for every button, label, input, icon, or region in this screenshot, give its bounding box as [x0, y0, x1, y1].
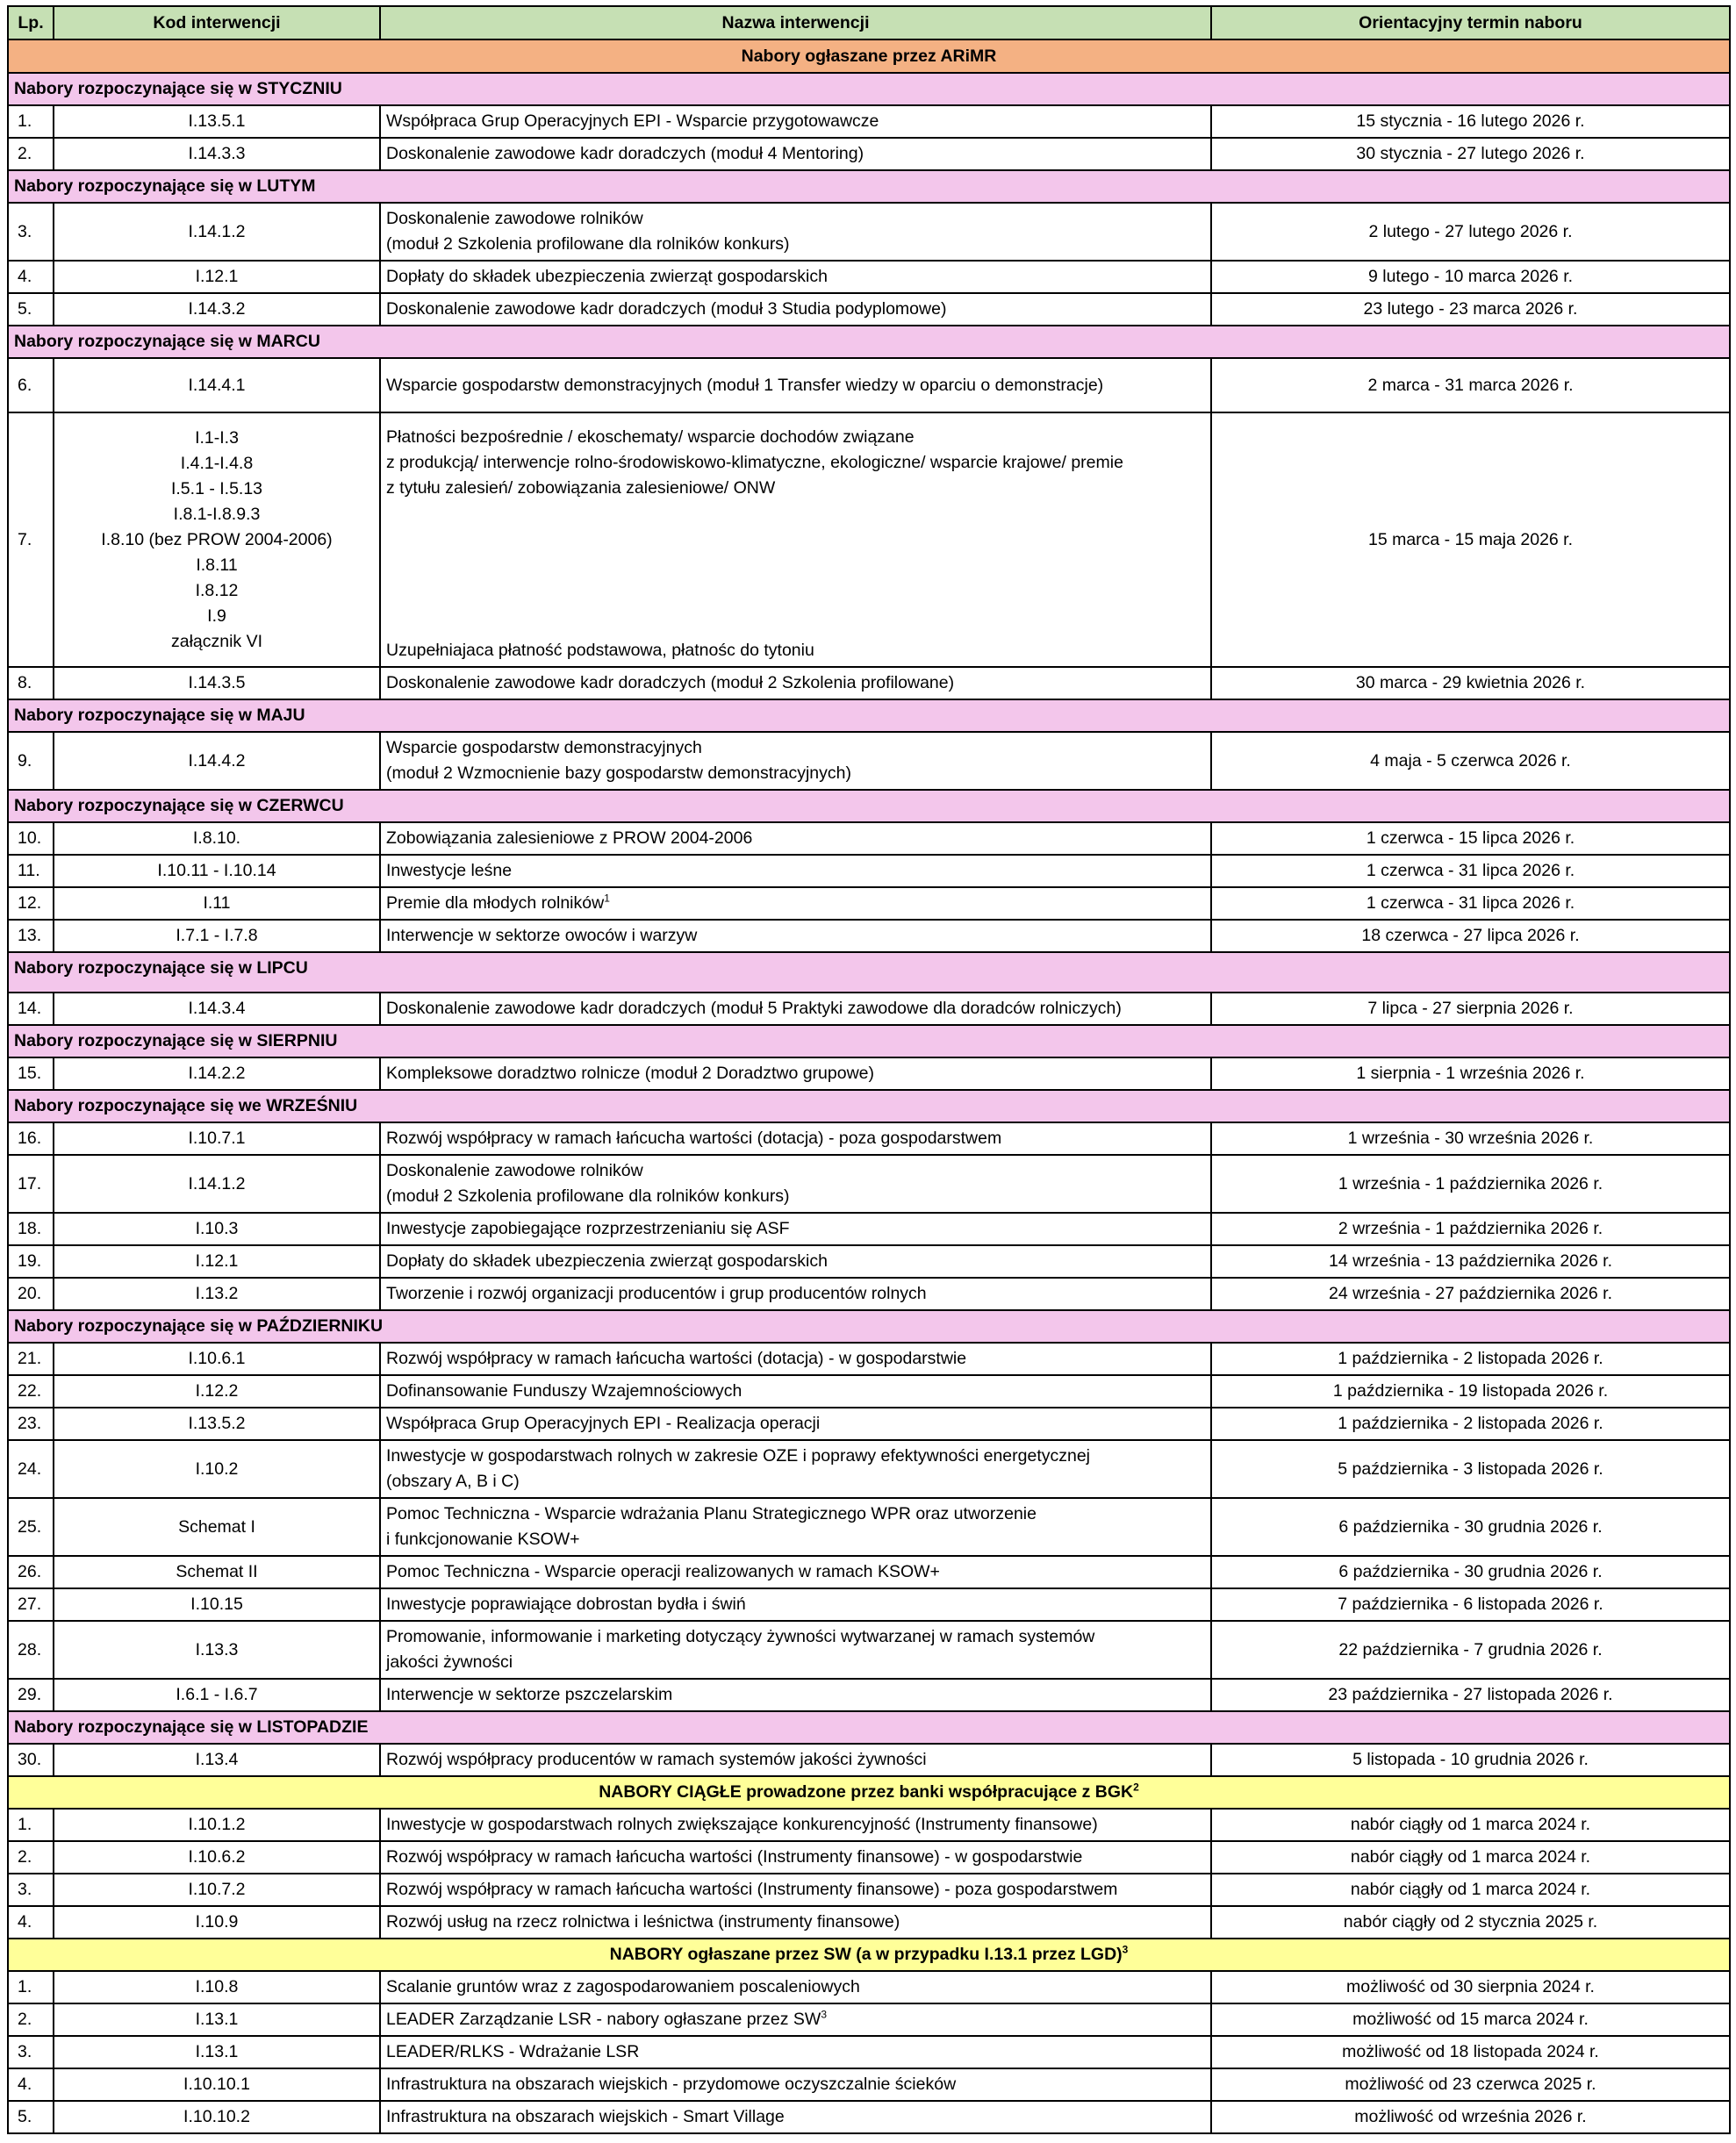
row-term: 1 października - 19 listopada 2026 r.: [1211, 1375, 1730, 1408]
row-name: Inwestycje zapobiegające rozprzestrzenianiu się ASF: [380, 1213, 1211, 1245]
month-title: Nabory rozpoczynające się we WRZEŚNIU: [8, 1090, 1730, 1122]
table-row: [8, 1057, 1730, 1090]
row-code: I.14.3.5: [54, 667, 380, 699]
row-code: I.13.5.1: [54, 105, 380, 138]
row-name-line: z tytułu zalesień/ zobowiązania zalesieniowe/ ONW: [386, 478, 776, 498]
row-code: I.6.1 - I.6.7: [54, 1679, 380, 1711]
row-code-line: I.8.12: [195, 580, 239, 600]
row-term: 6 października - 30 grudnia 2026 r.: [1211, 1498, 1730, 1556]
row-code: I.13.3: [54, 1621, 380, 1679]
row-code: I.13.5.2: [54, 1408, 380, 1440]
row-code: I.7.1 - I.7.8: [54, 920, 380, 952]
header-term: Orientacyjny termin naboru: [1211, 6, 1730, 39]
row-lp: 14.: [8, 993, 54, 1025]
row-code-line: I.8.10 (bez PROW 2004-2006): [101, 529, 333, 549]
row-lp: 24.: [8, 1440, 54, 1498]
table-row: [8, 855, 1730, 887]
row-name-top: [386, 425, 1205, 501]
row-term: możliwość od 23 czerwca 2025 r.: [1211, 2068, 1730, 2101]
table-row: [8, 1906, 1730, 1939]
row-name-line: Wsparcie gospodarstw demonstracyjnych: [386, 738, 702, 757]
row-name: Infrastruktura na obszarach wiejskich - Smart Village: [380, 2101, 1211, 2133]
row-name-line: Promowanie, informowanie i marketing dotyczący żywności wytwarzanej w ramach systemów: [386, 1627, 1095, 1646]
month-title: Nabory rozpoczynające się w MARCU: [8, 326, 1730, 358]
row-name: LEADER/RLKS - Wdrażanie LSR: [380, 2036, 1211, 2068]
table-row: [8, 1874, 1730, 1906]
row-term: 1 czerwca - 31 lipca 2026 r.: [1211, 855, 1730, 887]
row-lp: 22.: [8, 1375, 54, 1408]
row-code: Schemat II: [54, 1556, 380, 1588]
row-code-line: załącznik VI: [170, 631, 263, 651]
row-term: 7 lipca - 27 sierpnia 2026 r.: [1211, 993, 1730, 1025]
row-lp: 5.: [8, 293, 54, 326]
row-code: I.14.1.2: [54, 203, 380, 261]
table-row: [8, 887, 1730, 920]
table-row: [8, 667, 1730, 699]
table-row: [8, 1809, 1730, 1841]
row-term: możliwość od 18 listopada 2024 r.: [1211, 2036, 1730, 2068]
row-code: I.12.2: [54, 1375, 380, 1408]
row-code-line: I.4.1-I.4.8: [180, 453, 254, 473]
row-term: 15 stycznia - 16 lutego 2026 r.: [1211, 105, 1730, 138]
row-code: I.10.8: [54, 1971, 380, 2003]
row-name-line: Doskonalenie zawodowe rolników: [386, 1161, 643, 1180]
row-code: I.10.3: [54, 1213, 380, 1245]
row-lp: 26.: [8, 1556, 54, 1588]
row-name: Współpraca Grup Operacyjnych EPI - Realizacja operacji: [380, 1408, 1211, 1440]
row-lp: 15.: [8, 1057, 54, 1090]
row-code: I.10.10.2: [54, 2101, 380, 2133]
row-name-line: (moduł 2 Szkolenia profilowane dla rolników konkurs): [386, 1186, 790, 1206]
row-name: [380, 412, 1211, 667]
row-name: Tworzenie i rozwój organizacji producentów i grup producentów rolnych: [380, 1278, 1211, 1310]
row-term: 15 marca - 15 maja 2026 r.: [1211, 412, 1730, 667]
row-name: [380, 732, 1211, 790]
row-code-line: I.9: [207, 606, 226, 626]
row-term: 23 października - 27 listopada 2026 r.: [1211, 1679, 1730, 1711]
row-code: I.10.10.1: [54, 2068, 380, 2101]
row-code: I.10.15: [54, 1588, 380, 1621]
row-code: I.10.6.2: [54, 1841, 380, 1874]
row-code: I.10.7.1: [54, 1122, 380, 1155]
row-code: I.10.11 - I.10.14: [54, 855, 380, 887]
row-term: możliwość od 30 sierpnia 2024 r.: [1211, 1971, 1730, 2003]
row-term: 2 września - 1 października 2026 r.: [1211, 1213, 1730, 1245]
row-code: I.10.2: [54, 1440, 380, 1498]
row-name: Rozwój usług na rzecz rolnictwa i leśnictwa (instrumenty finansowe): [380, 1906, 1211, 1939]
row-code: I.13.1: [54, 2036, 380, 2068]
sw-title: NABORY ogłaszane przez SW (a w przypadku I.13.1 przez LGD): [609, 1945, 1123, 1964]
month-row-sep: [8, 1090, 1730, 1122]
row-name-line: (moduł 2 Wzmocnienie bazy gospodarstw demonstracyjnych): [386, 763, 851, 783]
row-lp: 19.: [8, 1245, 54, 1278]
row-name: Współpraca Grup Operacyjnych EPI - Wsparcie przygotowawcze: [380, 105, 1211, 138]
row-lp: 4.: [8, 261, 54, 293]
row-name: [380, 887, 1211, 920]
table-row: [8, 358, 1730, 412]
row-code: I.14.3.4: [54, 993, 380, 1025]
table-row: [8, 105, 1730, 138]
table-row: [8, 1440, 1730, 1498]
row-code: I.11: [54, 887, 380, 920]
month-row-nov: [8, 1711, 1730, 1744]
row-code-line: I.8.1-I.8.9.3: [173, 504, 261, 524]
row-term: 1 czerwca - 15 lipca 2026 r.: [1211, 822, 1730, 855]
row-lp: 1.: [8, 1809, 54, 1841]
row-code: [54, 412, 380, 667]
table-row: [8, 1498, 1730, 1556]
table-row: [8, 1278, 1730, 1310]
row-lp: 2.: [8, 138, 54, 170]
row-lp: 1.: [8, 1971, 54, 2003]
row-term: 1 września - 1 października 2026 r.: [1211, 1155, 1730, 1213]
table-row: [8, 2003, 1730, 2036]
row-term: 14 września - 13 października 2026 r.: [1211, 1245, 1730, 1278]
table-row: [8, 993, 1730, 1025]
agency-title: Nabory ogłaszane przez ARiMR: [8, 39, 1730, 73]
row-name: [380, 203, 1211, 261]
row-term: 22 października - 7 grudnia 2026 r.: [1211, 1621, 1730, 1679]
row-code: I.14.3.2: [54, 293, 380, 326]
table-row: [8, 1744, 1730, 1776]
table-row: [8, 1408, 1730, 1440]
row-code: I.14.4.2: [54, 732, 380, 790]
row-lp: 6.: [8, 358, 54, 412]
row-code: I.13.1: [54, 2003, 380, 2036]
row-name: Zobowiązania zalesieniowe z PROW 2004-2006: [380, 822, 1211, 855]
header-lp: Lp.: [8, 6, 54, 39]
row-lp: 23.: [8, 1408, 54, 1440]
header-row: [8, 6, 1730, 39]
row-lp: 3.: [8, 1874, 54, 1906]
row-term: możliwość od 15 marca 2024 r.: [1211, 2003, 1730, 2036]
month-title: Nabory rozpoczynające się w STYCZNIU: [8, 73, 1730, 105]
row-code: I.10.9: [54, 1906, 380, 1939]
table-row: [8, 1556, 1730, 1588]
row-term: nabór ciągły od 2 stycznia 2025 r.: [1211, 1906, 1730, 1939]
row-code: I.14.1.2: [54, 1155, 380, 1213]
table-row: [8, 1155, 1730, 1213]
month-row-jul: [8, 952, 1730, 993]
row-name: Rozwój współpracy producentów w ramach systemów jakości żywności: [380, 1744, 1211, 1776]
table-row: [8, 261, 1730, 293]
row-lp: 7.: [8, 412, 54, 667]
row-lp: 18.: [8, 1213, 54, 1245]
row-name-text: Premie dla młodych rolników: [386, 893, 605, 913]
row-lp: 20.: [8, 1278, 54, 1310]
row-name-block: [386, 416, 1205, 663]
row-term: 1 czerwca - 31 lipca 2026 r.: [1211, 887, 1730, 920]
row-code: I.14.2.2: [54, 1057, 380, 1090]
month-title: Nabory rozpoczynające się w LUTYM: [8, 170, 1730, 203]
row-term: 23 lutego - 23 marca 2026 r.: [1211, 293, 1730, 326]
table-row: [8, 1971, 1730, 2003]
row-lp: 30.: [8, 1744, 54, 1776]
month-row-feb: [8, 170, 1730, 203]
bgk-title: NABORY CIĄGŁE prowadzone przez banki współpracujące z BGK: [599, 1782, 1134, 1802]
row-code: I.12.1: [54, 261, 380, 293]
row-name-line: Doskonalenie zawodowe rolników: [386, 209, 643, 228]
row-name: Dopłaty do składek ubezpieczenia zwierząt gospodarskich: [380, 1245, 1211, 1278]
row-term: 9 lutego - 10 marca 2026 r.: [1211, 261, 1730, 293]
row-lp: 16.: [8, 1122, 54, 1155]
row-term: 1 października - 2 listopada 2026 r.: [1211, 1343, 1730, 1375]
row-code: Schemat I: [54, 1498, 380, 1556]
agency-section-row: [8, 39, 1730, 73]
row-lp: 12.: [8, 887, 54, 920]
sw-title-cell: [8, 1939, 1730, 1971]
row-lp: 28.: [8, 1621, 54, 1679]
row-name-line: z produkcją/ interwencje rolno-środowiskowo-klimatyczne, ekologiczne/ wsparcie krajowe/ premie: [386, 453, 1123, 472]
row-name: Inwestycje w gospodarstwach rolnych zwiększające konkurencyjność (Instrumenty finansowe): [380, 1809, 1211, 1841]
row-name: Inwestycje poprawiające dobrostan bydła i świń: [380, 1588, 1211, 1621]
row-term: 7 października - 6 listopada 2026 r.: [1211, 1588, 1730, 1621]
row-term: 1 września - 30 września 2026 r.: [1211, 1122, 1730, 1155]
row-code: I.8.10.: [54, 822, 380, 855]
row-name: Dofinansowanie Funduszy Wzajemnościowych: [380, 1375, 1211, 1408]
row-name: Kompleksowe doradztwo rolnicze (moduł 2 Doradztwo grupowe): [380, 1057, 1211, 1090]
table-row: [8, 1375, 1730, 1408]
month-row-aug: [8, 1025, 1730, 1057]
row-name-line: (moduł 2 Szkolenia profilowane dla rolników konkurs): [386, 234, 790, 254]
row-name: [380, 1155, 1211, 1213]
table-row: [8, 412, 1730, 667]
row-code: I.10.7.2: [54, 1874, 380, 1906]
table-row: [8, 2068, 1730, 2101]
row-code-line: I.1-I.3: [195, 427, 239, 448]
row-term: możliwość od września 2026 r.: [1211, 2101, 1730, 2133]
row-name: Scalanie gruntów wraz z zagospodarowaniem poscaleniowych: [380, 1971, 1211, 2003]
row-term: 5 października - 3 listopada 2026 r.: [1211, 1440, 1730, 1498]
month-row-may: [8, 699, 1730, 732]
row-name: Doskonalenie zawodowe kadr doradczych (moduł 5 Praktyki zawodowe dla doradców rolniczych): [380, 993, 1211, 1025]
row-term: nabór ciągły od 1 marca 2024 r.: [1211, 1809, 1730, 1841]
footnote-mark: 2: [1133, 1781, 1139, 1794]
row-lp: 17.: [8, 1155, 54, 1213]
row-term: nabór ciągły od 1 marca 2024 r.: [1211, 1874, 1730, 1906]
row-term: 24 września - 27 października 2026 r.: [1211, 1278, 1730, 1310]
row-lp: 2.: [8, 2003, 54, 2036]
table-row: [8, 920, 1730, 952]
bgk-title-cell: [8, 1776, 1730, 1809]
header-name: Nazwa interwencji: [380, 6, 1211, 39]
row-name-line: i funkcjonowanie KSOW+: [386, 1530, 580, 1549]
row-name: Rozwój współpracy w ramach łańcucha wartości (dotacja) - w gospodarstwie: [380, 1343, 1211, 1375]
row-name-line: (obszary A, B i C): [386, 1472, 520, 1491]
row-lp: 3.: [8, 203, 54, 261]
table-row: [8, 1841, 1730, 1874]
row-code: I.12.1: [54, 1245, 380, 1278]
bgk-section-row: [8, 1776, 1730, 1809]
row-name: Interwencje w sektorze owoców i warzyw: [380, 920, 1211, 952]
row-name: Pomoc Techniczna - Wsparcie operacji realizowanych w ramach KSOW+: [380, 1556, 1211, 1588]
table-row: [8, 1679, 1730, 1711]
row-name: Doskonalenie zawodowe kadr doradczych (moduł 2 Szkolenia profilowane): [380, 667, 1211, 699]
header-code: Kod interwencji: [54, 6, 380, 39]
row-term: 18 czerwca - 27 lipca 2026 r.: [1211, 920, 1730, 952]
table-row: [8, 1213, 1730, 1245]
row-lp: 13.: [8, 920, 54, 952]
table-row: [8, 1343, 1730, 1375]
footnote-mark: 3: [821, 2008, 827, 2021]
row-lp: 1.: [8, 105, 54, 138]
table-row: [8, 1245, 1730, 1278]
row-lp: 29.: [8, 1679, 54, 1711]
row-name-line: Inwestycje w gospodarstwach rolnych w zakresie OZE i poprawy efektywności energetycznej: [386, 1446, 1091, 1466]
month-title: Nabory rozpoczynające się w LISTOPADZIE: [8, 1711, 1730, 1744]
row-lp: 8.: [8, 667, 54, 699]
table-row: [8, 822, 1730, 855]
table-row: [8, 732, 1730, 790]
month-title: Nabory rozpoczynające się w LIPCU: [8, 952, 1730, 993]
footnote-mark: 3: [1122, 1943, 1129, 1956]
row-name: Dopłaty do składek ubezpieczenia zwierząt gospodarskich: [380, 261, 1211, 293]
row-term: 5 listopada - 10 grudnia 2026 r.: [1211, 1744, 1730, 1776]
row-lp: 10.: [8, 822, 54, 855]
row-code: I.14.4.1: [54, 358, 380, 412]
row-name: Infrastruktura na obszarach wiejskich - przydomowe oczyszczalnie ścieków: [380, 2068, 1211, 2101]
row-term: nabór ciągły od 1 marca 2024 r.: [1211, 1841, 1730, 1874]
row-code: I.10.1.2: [54, 1809, 380, 1841]
table-row: [8, 293, 1730, 326]
footnote-mark: 1: [604, 892, 610, 905]
month-title: Nabory rozpoczynające się w SIERPNIU: [8, 1025, 1730, 1057]
table-row: [8, 1122, 1730, 1155]
row-name: Inwestycje leśne: [380, 855, 1211, 887]
row-code: I.13.2: [54, 1278, 380, 1310]
row-name: Interwencje w sektorze pszczelarskim: [380, 1679, 1211, 1711]
recruitment-schedule-table: [7, 5, 1731, 2134]
row-name-text: LEADER Zarządzanie LSR - nabory ogłaszane przez SW: [386, 2010, 821, 2029]
row-name-line: Płatności bezpośrednie / ekoschematy/ wsparcie dochodów związane: [386, 427, 915, 447]
row-term: 1 października - 2 listopada 2026 r.: [1211, 1408, 1730, 1440]
sw-section-row: [8, 1939, 1730, 1971]
row-code: I.13.4: [54, 1744, 380, 1776]
table-row: [8, 2101, 1730, 2133]
row-lp: 2.: [8, 1841, 54, 1874]
row-name: Rozwój współpracy w ramach łańcucha wartości (dotacja) - poza gospodarstwem: [380, 1122, 1211, 1155]
row-name: Rozwój współpracy w ramach łańcucha wartości (Instrumenty finansowe) - poza gospodarstwem: [380, 1874, 1211, 1906]
month-row-jun: [8, 790, 1730, 822]
row-term: 2 marca - 31 marca 2026 r.: [1211, 358, 1730, 412]
row-name-line: jakości żywności: [386, 1652, 513, 1672]
table-row: [8, 2036, 1730, 2068]
row-lp: 5.: [8, 2101, 54, 2133]
table-row: [8, 203, 1730, 261]
row-code-line: I.5.1 - I.5.13: [170, 478, 263, 498]
row-lp: 4.: [8, 1906, 54, 1939]
table-row: [8, 1621, 1730, 1679]
row-code: I.10.6.1: [54, 1343, 380, 1375]
month-title: Nabory rozpoczynające się w MAJU: [8, 699, 1730, 732]
table-row: [8, 1588, 1730, 1621]
row-term: 30 marca - 29 kwietnia 2026 r.: [1211, 667, 1730, 699]
row-lp: 27.: [8, 1588, 54, 1621]
row-lp: 3.: [8, 2036, 54, 2068]
row-term: 1 sierpnia - 1 września 2026 r.: [1211, 1057, 1730, 1090]
table-row: [8, 138, 1730, 170]
month-title: Nabory rozpoczynające się w CZERWCU: [8, 790, 1730, 822]
row-term: 30 stycznia - 27 lutego 2026 r.: [1211, 138, 1730, 170]
row-name: Wsparcie gospodarstw demonstracyjnych (moduł 1 Transfer wiedzy w oparciu o demonstracje): [380, 358, 1211, 412]
row-term: 6 października - 30 grudnia 2026 r.: [1211, 1556, 1730, 1588]
row-name: [380, 1621, 1211, 1679]
row-name: Doskonalenie zawodowe kadr doradczych (moduł 4 Mentoring): [380, 138, 1211, 170]
row-name-bottom: Uzupełniajaca płatność podstawowa, płatnośc do tytoniu: [386, 641, 814, 660]
row-code: I.14.3.3: [54, 138, 380, 170]
row-lp: 11.: [8, 855, 54, 887]
row-lp: 25.: [8, 1498, 54, 1556]
row-name-line: Pomoc Techniczna - Wsparcie wdrażania Planu Strategicznego WPR oraz utworzenie: [386, 1504, 1037, 1523]
month-row-oct: [8, 1310, 1730, 1343]
row-lp: 4.: [8, 2068, 54, 2101]
row-term: 4 maja - 5 czerwca 2026 r.: [1211, 732, 1730, 790]
row-term: 2 lutego - 27 lutego 2026 r.: [1211, 203, 1730, 261]
month-title: Nabory rozpoczynające się w PAŹDZIERNIKU: [8, 1310, 1730, 1343]
row-name: [380, 1440, 1211, 1498]
row-lp: 21.: [8, 1343, 54, 1375]
row-code-line: I.8.11: [196, 555, 238, 575]
row-lp: 9.: [8, 732, 54, 790]
month-row-jan: [8, 73, 1730, 105]
month-row-mar: [8, 326, 1730, 358]
row-name: [380, 2003, 1211, 2036]
row-name: Doskonalenie zawodowe kadr doradczych (moduł 3 Studia podyplomowe): [380, 293, 1211, 326]
row-name: [380, 1498, 1211, 1556]
row-name: Rozwój współpracy w ramach łańcucha wartości (Instrumenty finansowe) - w gospodarstwie: [380, 1841, 1211, 1874]
